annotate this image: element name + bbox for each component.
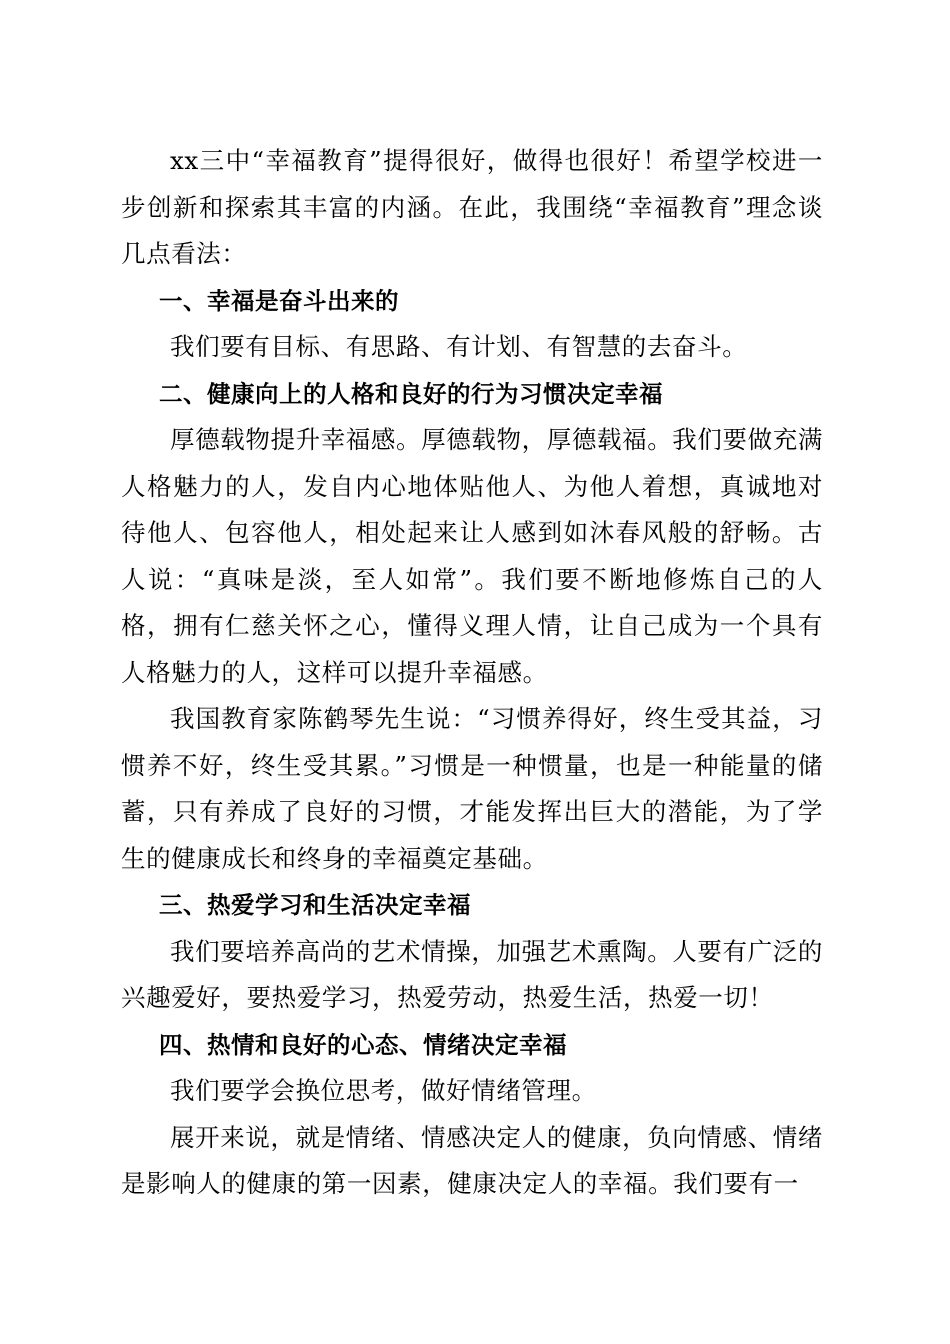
body-paragraph: 我国教育家陈鹤琴先生说：“习惯养得好，终生受其益，习惯养不好，终生受其累。”习惯是一种惯量，也是一种能量的储蓄，只有养成了良好的习惯，才能发挥出巨大的潜能，为了学生的健康成长和终身的幸福奠定基础。 [121, 704, 823, 873]
section-heading: 一、幸福是奋斗出来的 [159, 286, 399, 315]
section-heading: 二、健康向上的人格和良好的行为习惯决定幸福 [159, 379, 663, 408]
document-body [121, 138, 823, 1208]
body-paragraph: 我们要有目标、有思路、有计划、有智慧的去奋斗。 [170, 332, 748, 361]
body-paragraph: 我们要学会换位思考，做好情绪管理。 [170, 1076, 597, 1105]
body-paragraph: xx三中“幸福教育”提得很好，做得也很好！希望学校进一步创新和探索其丰富的内涵。在此，我围绕“幸福教育”理念谈几点看法： [121, 146, 823, 268]
section-heading: 三、热爱学习和生活决定幸福 [159, 891, 471, 919]
body-paragraph: 我们要培养高尚的艺术情操，加强艺术熏陶。人要有广泛的兴趣爱好，要热爱学习，热爱劳动，热爱生活，热爱一切！ [121, 936, 823, 1012]
section-heading: 四、热情和良好的心态、情绪决定幸福 [159, 1030, 567, 1059]
body-paragraph: 厚德载物提升幸福感。厚德载物，厚德载福。我们要做充满人格魅力的人，发自内心地体贴他人、为他人着想，真诚地对待他人、包容他人，相处起来让人感到如沐春风般的舒畅。古人说：“真味是淡，至人如常”。我们要不断地修炼自己的人格，拥有仁慈关怀之心，懂得义理人情，让自己成为一个具有人格魅力的人，这样可以提升幸福感。 [121, 425, 823, 687]
body-paragraph: 展开来说，就是情绪、情感决定人的健康，负向情感、情绪是影响人的健康的第一因素，健康决定人的幸福。我们要有一 [121, 1122, 823, 1198]
